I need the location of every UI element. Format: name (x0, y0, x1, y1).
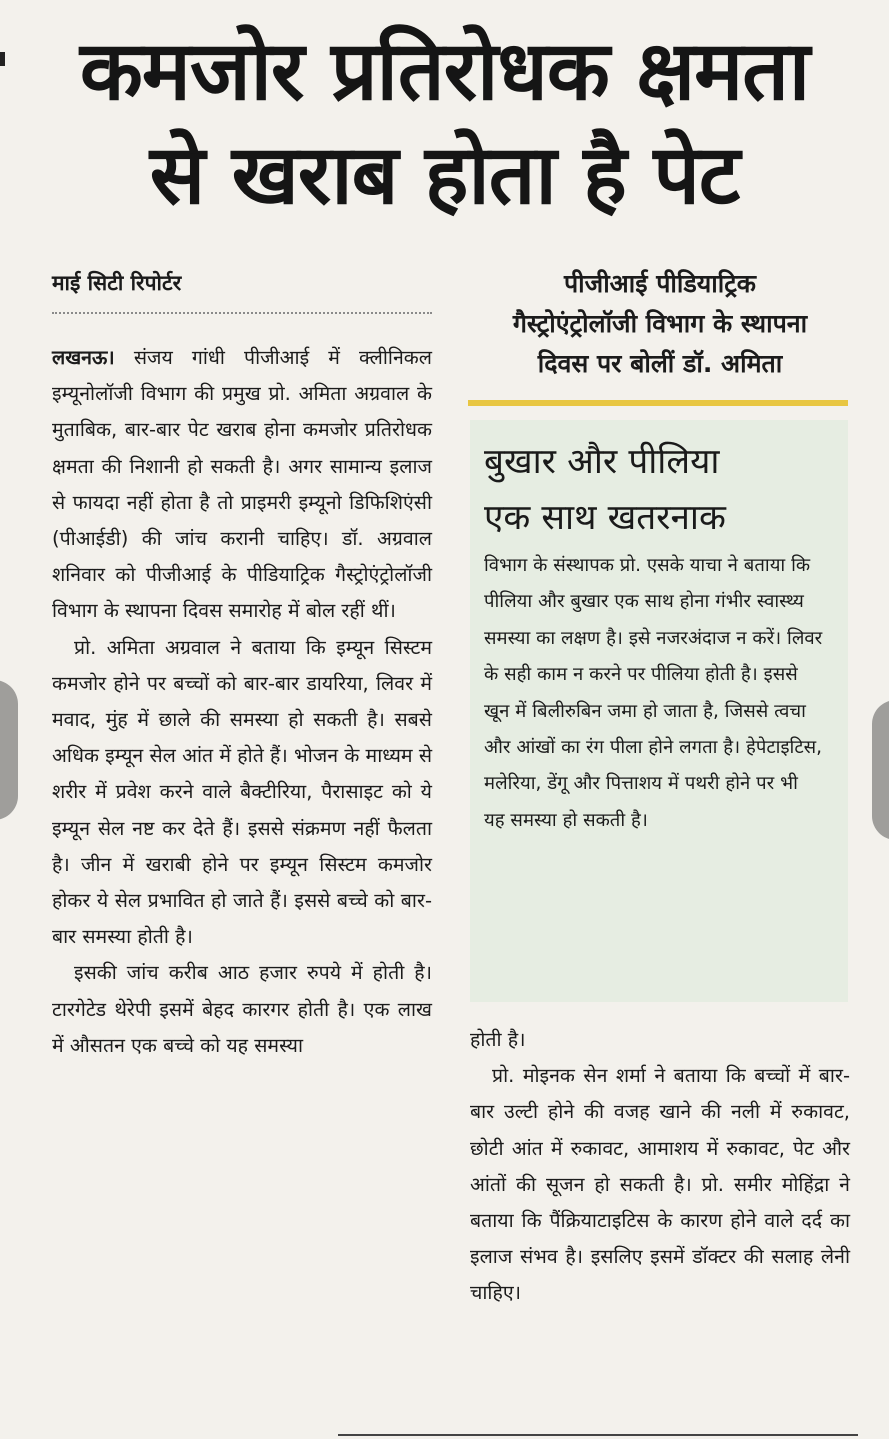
edge-mark (0, 52, 5, 66)
paragraph-2: प्रो. अमिता अग्रवाल ने बताया कि इम्यून सिस्टम कमजोर होने पर बच्चों को बार-बार डायरिया, लिवर में मवाद, मुंह में छाले की समस्या हो सकती है। सबसे अधिक इम्यून सेल आंत में होते हैं। भोजन के माध्यम से शरीर में प्रवेश करने वाले बैक्टीरिया, पैरासाइट को ये इम्यून सेल नष्ट कर देते हैं। इससे संक्रमण नहीं फैलता है। जीन में खराबी होने पर इम्यून सिस्टम कमजोर होकर ये सेल प्रभावित हो जाते हैं। इससे बच्चे को बार-बार समस्या होती है। (52, 635, 432, 949)
subheadline-line-3: दिवस पर बोलीं डॉ. अमिता (537, 349, 783, 378)
previous-page-handle[interactable] (0, 680, 18, 820)
subheadline-line-2: गैस्ट्रोएंट्रोलॉजी विभाग के स्थापना (512, 309, 808, 338)
subheadline (460, 264, 860, 384)
dateline: लखनऊ। (52, 346, 115, 369)
headline-line-2: से खराब होता है पेट (149, 128, 740, 223)
next-page-handle[interactable] (872, 700, 889, 840)
sidebar-box-paragraph: विभाग के संस्थापक प्रो. एसके याचा ने बताया कि पीलिया और बुखार एक साथ होना गंभीर स्वास्थ्य समस्या का लक्षण है। इसे नजरअंदाज न करें। लिवर के सही काम न करने पर पीलिया होती है। इससे खून में बिलीरुबिन जमा हो जाता है, जिससे त्वचा और आंखों का रंग पीला होने लगता है। हेपेटाइटिस, मलेरिया, डेंगू और पित्ताशय में पथरी होने पर भी यह समस्या हो सकती है। (484, 555, 823, 831)
paragraph-4: प्रो. मोइनक सेन शर्मा ने बताया कि बच्चों में बार-बार उल्टी होने की वजह खाने की नली में रुकावट, छोटी आंत में रुकावट, आमाशय में रुकावट, पेट और आंतों की सूजन हो सकती है। प्रो. समीर मोहिंद्रा ने बताया कि पैंक्रियाटाइटिस के कारण होने वाले दर्द का इलाज संभव है। इसलिए इसमें डॉक्टर की सलाह लेनी चाहिए। (470, 1064, 850, 1305)
paragraph-1-text: संजय गांधी पीजीआई में क्लीनिकल इम्यूनोलॉजी विभाग की प्रमुख प्रो. अमिता अग्रवाल के मुताबिक, बार-बार पेट खराब होना कमजोर प्रतिरोधक क्षमता की निशानी हो सकती है। अगर सामान्य इलाज से फायदा नहीं होता है तो प्राइमरी इम्यूनो डिफिशिएंसी (पीआईडी) की जांच करानी चाहिए। डॉ. अग्रवाल शनिवार को पीजीआई के पीडियाट्रिक गैस्ट्रोएंट्रोलॉजी विभाग के स्थापना दिवस समारोह में बोल रहीं थीं। (52, 346, 433, 623)
bottom-rule (338, 1434, 858, 1436)
sidebar-box-title-line-2: एक साथ खतरनाक (484, 498, 726, 538)
byline: माई सिटी रिपोर्टर (52, 271, 182, 295)
accent-divider (468, 400, 848, 406)
headline-line-1: कमजोर प्रतिरोधक क्षमता (79, 24, 810, 119)
paragraph-1 (52, 340, 432, 630)
sidebar-box-title (484, 434, 844, 546)
sidebar-box-body (484, 548, 824, 839)
paragraph-3: इसकी जांच करीब आठ हजार रुपये में होती है। टारगेटेड थेरेपी इसमें बेहद कारगर होती है। एक लाख में औसतन एक बच्चे को यह समस्या (52, 961, 432, 1057)
article-right-column (470, 1022, 850, 1312)
sidebar-box (470, 420, 848, 1002)
byline-divider (52, 312, 432, 314)
paragraph-continued: होती है। (470, 1028, 526, 1051)
subheadline-line-1: पीजीआई पीडियाट्रिक (563, 269, 756, 298)
headline (30, 20, 859, 228)
sidebar-box-title-line-1: बुखार और पीलिया (484, 442, 720, 482)
article-left-column (52, 340, 432, 1064)
